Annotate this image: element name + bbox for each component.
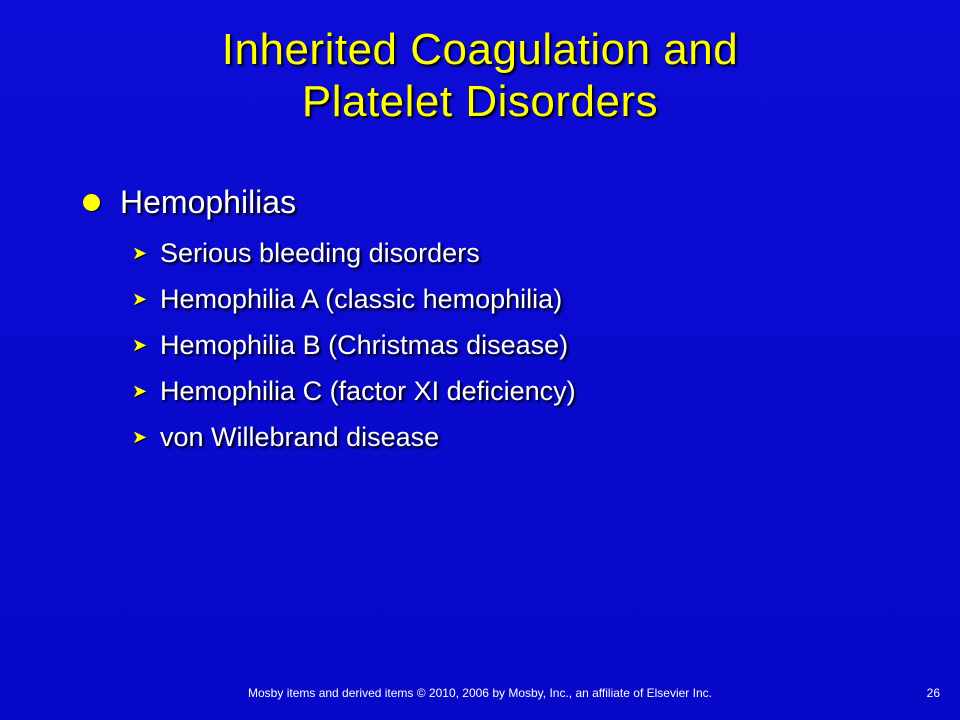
sub-bullet-item: [132, 414, 900, 460]
bullet-hemophilias: [80, 180, 900, 224]
slide-body: [80, 180, 900, 460]
sub-bullet-text: Hemophilia B (Christmas disease): [160, 329, 569, 360]
sub-bullet-item: [132, 276, 900, 322]
sub-bullet-text: Hemophilia A (classic hemophilia): [160, 283, 563, 314]
sub-bullet-item: [132, 368, 900, 414]
bullet-text: Hemophilias: [120, 183, 297, 220]
slide-title: [0, 24, 960, 128]
copyright-footer: Mosby items and derived items © 2010, 2006 by Mosby, Inc., an affiliate of Elsevier Inc.: [248, 686, 712, 700]
title-line-2: Platelet Disorders: [301, 77, 659, 126]
arrowhead-bullet-icon: ➤: [132, 288, 148, 309]
sub-bullet-text: Serious bleeding disorders: [160, 237, 480, 268]
title-line-1: Inherited Coagulation and: [221, 25, 739, 74]
sub-bullet-item: [132, 230, 900, 276]
arrowhead-bullet-icon: ➤: [132, 334, 148, 355]
arrowhead-bullet-icon: ➤: [132, 380, 148, 401]
sub-bullet-text: von Willebrand disease: [160, 421, 440, 452]
sub-bullet-list: [132, 230, 900, 460]
round-bullet-icon: [83, 194, 100, 211]
sub-bullet-item: [132, 322, 900, 368]
page-number: 26: [926, 686, 940, 700]
arrowhead-bullet-icon: ➤: [132, 426, 148, 447]
sub-bullet-text: Hemophilia C (factor XI deficiency): [160, 375, 576, 406]
arrowhead-bullet-icon: ➤: [132, 242, 148, 263]
